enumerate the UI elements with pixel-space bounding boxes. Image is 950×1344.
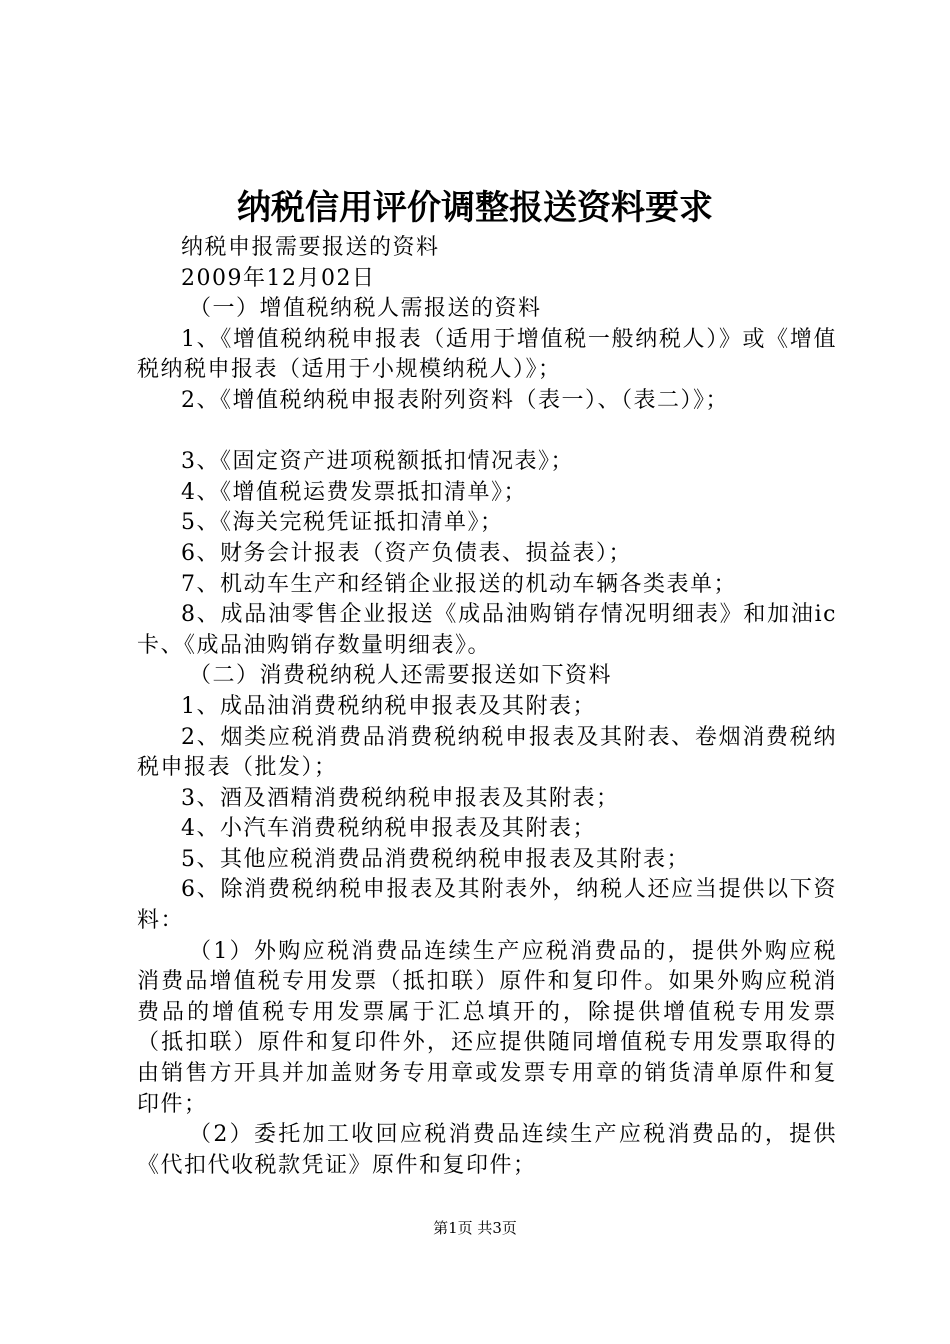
document-subtitle: 纳税申报需要报送的资料 bbox=[181, 235, 440, 260]
list-item: 1、《增值税纳税申报表（适用于增值税一般纳税人）》或《增值税纳税申报表（适用于小规模纳税人）》； bbox=[137, 326, 837, 383]
list-item: 7、机动车生产和经销企业报送的机动车辆各类表单； bbox=[181, 571, 737, 597]
sub-item: （2）委托加工收回应税消费品连续生产应税消费品的，提供《代扣代收税款凭证》原件和复印件； bbox=[137, 1122, 837, 1178]
list-item: 6、除消费税纳税申报表及其附表外，纳税人还应当提供以下资料： bbox=[137, 877, 837, 934]
section-heading-vat: （一）增值税纳税人需报送的资料 bbox=[189, 296, 542, 322]
list-item: 8、成品油零售企业报送《成品油购销存情况明细表》和加油ic卡、《成品油购销存数量明细表》。 bbox=[137, 602, 837, 658]
list-item: 4、小汽车消费税纳税申报表及其附表； bbox=[181, 816, 596, 842]
list-item: 1、成品油消费税纳税申报表及其附表； bbox=[181, 693, 596, 719]
list-item: 3、酒及酒精消费税纳税申报表及其附表； bbox=[181, 785, 620, 811]
list-item: 3、《固定资产进项税额抵扣情况表》； bbox=[181, 449, 574, 475]
document-title: 纳税信用评价调整报送资料要求 bbox=[237, 188, 713, 228]
page-number: 第1页 共3页 bbox=[433, 1219, 517, 1237]
list-item: 2、烟类应税消费品消费税纳税申报表及其附表、卷烟消费税纳税申报表（批发）； bbox=[137, 724, 837, 781]
section-heading-consumption-tax: （二）消费税纳税人还需要报送如下资料 bbox=[189, 663, 613, 689]
document-body bbox=[137, 233, 837, 1181]
list-item: 5、《海关完税凭证抵扣清单》； bbox=[181, 510, 504, 536]
document-date: 2009年12月02日 bbox=[181, 265, 376, 291]
list-item: 6、财务会计报表（资产负债表、损益表）； bbox=[181, 540, 632, 566]
sub-item: （1）外购应税消费品连续生产应税消费品的，提供外购应税消费品增值税专用发票（抵扣联）原件和复印件。如果外购应税消费品的增值税专用发票属于汇总填开的，除提供增值税专用发票（抵扣联）原件和复印件外，还应提供随同增值税专用发票取得的由销售方开具并加盖财务专用章或发票专用章的销货清单原件和复印件； bbox=[137, 938, 837, 1117]
blank-line bbox=[137, 417, 837, 448]
list-item: 4、《增值税运费发票抵扣清单》； bbox=[181, 479, 527, 505]
list-item: 2、《增值税纳税申报表附列资料（表一）、（表二）》； bbox=[181, 387, 729, 413]
list-item: 5、其他应税消费品消费税纳税申报表及其附表； bbox=[181, 846, 690, 872]
